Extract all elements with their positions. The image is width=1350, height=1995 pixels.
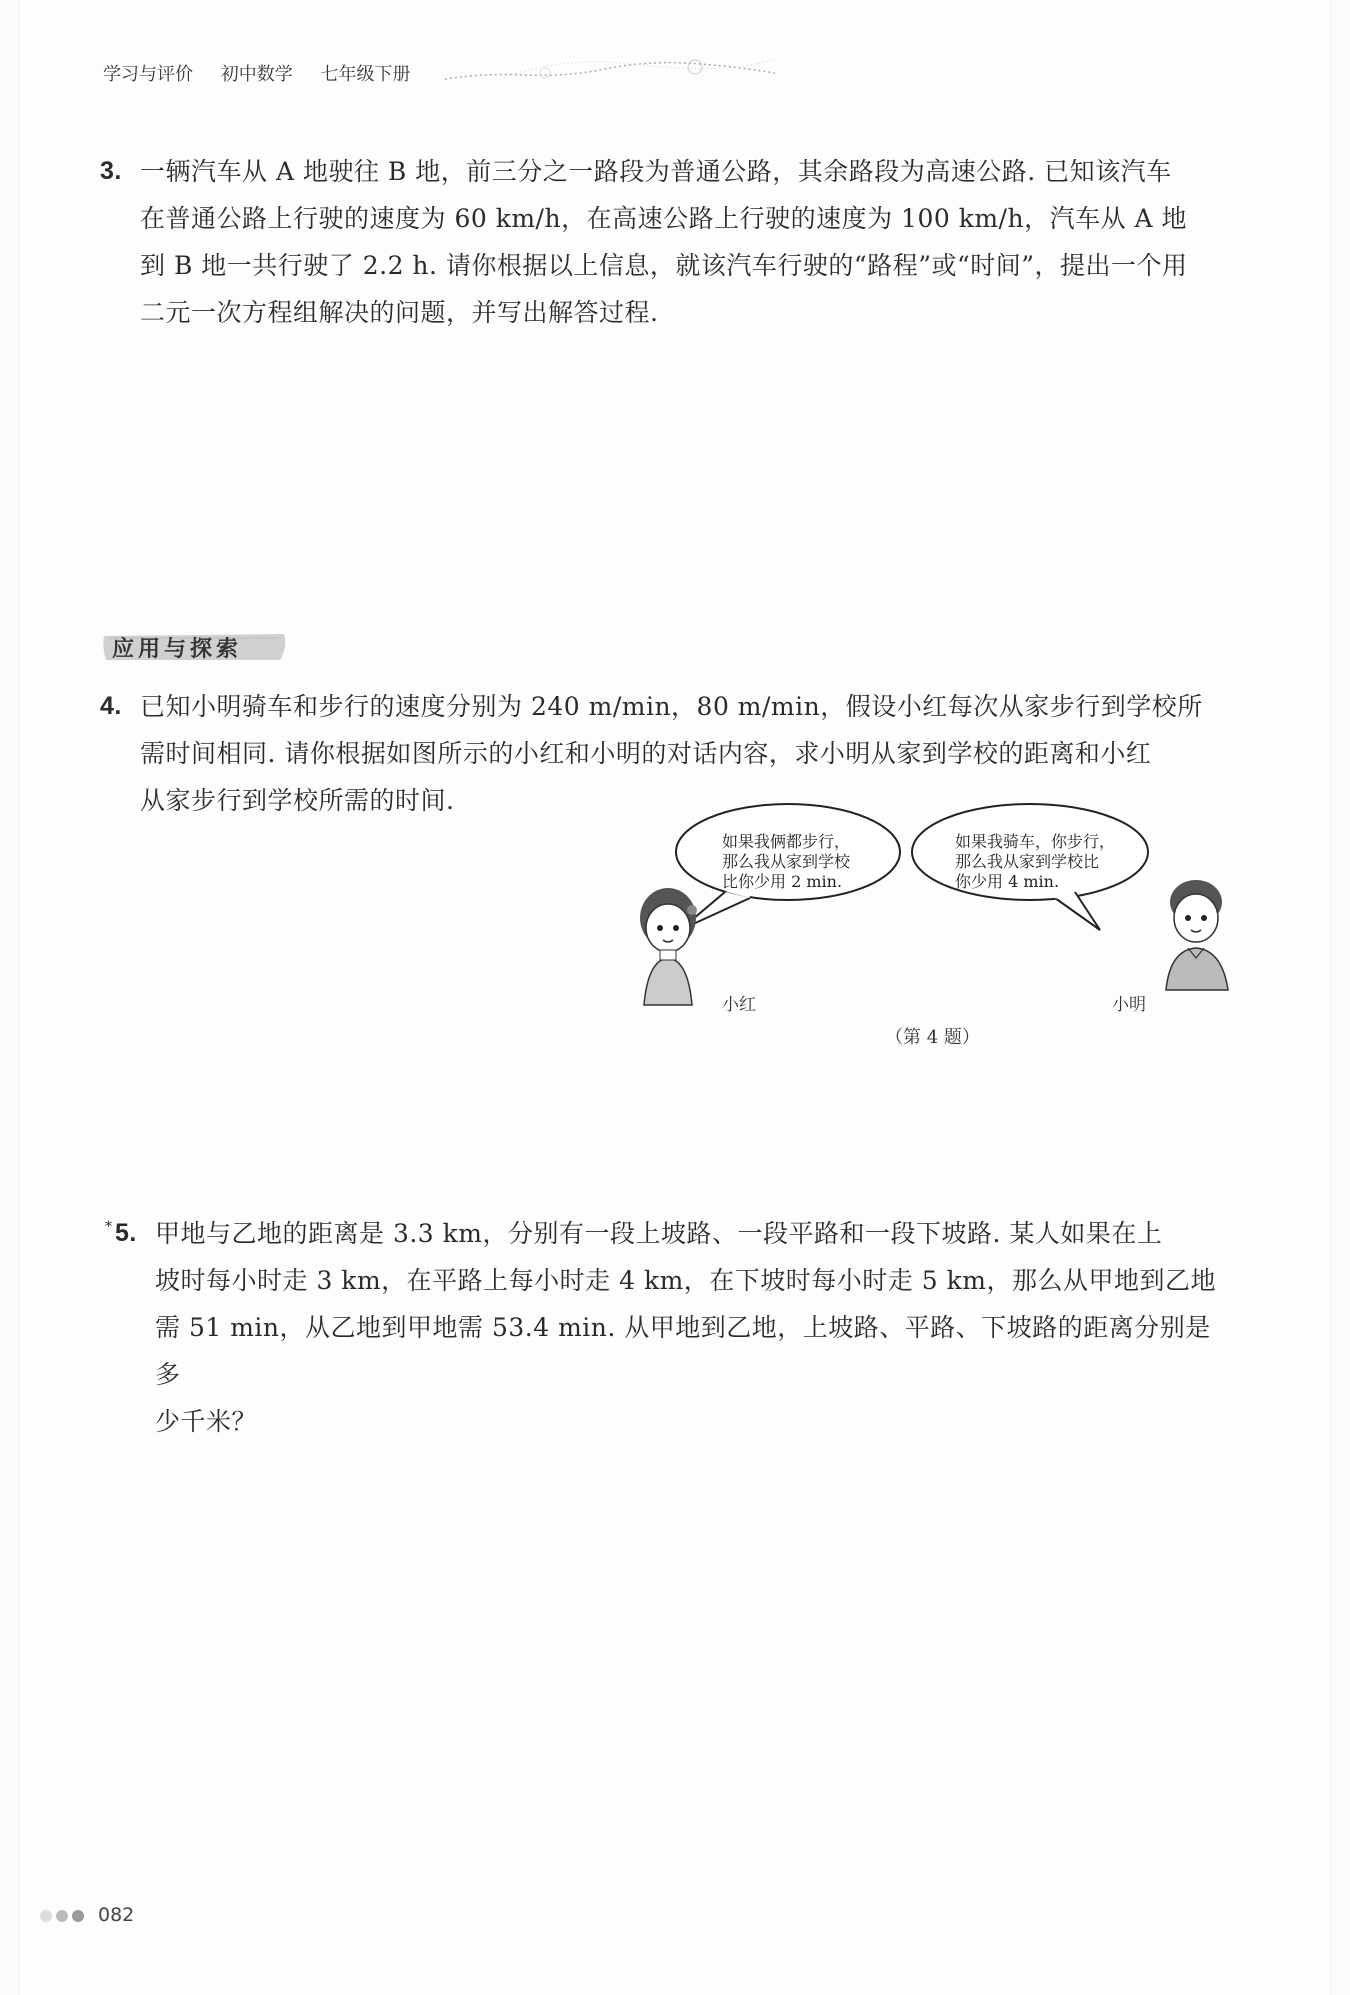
text-line: 在普通公路上行驶的速度为 60 km/h，在高速公路上行驶的速度为 100 km/h，汽车从 A 地 xyxy=(140,204,1188,233)
bubble-line: 你少用 4 min. xyxy=(955,872,1060,891)
text-line: 少千米？ xyxy=(155,1407,258,1436)
bubble-line: 如果我骑车，你步行， xyxy=(955,832,1116,851)
text-line: 从家步行到学校所需的时间. xyxy=(140,786,455,815)
section-title: 应用与探索 xyxy=(112,637,243,662)
page-number: 082 xyxy=(98,1904,135,1926)
text-line: 到 B 地一共行驶了 2.2 h. 请你根据以上信息，就该汽车行驶的“路程”或“时间”，提出一个用 xyxy=(140,251,1188,280)
bubble-line: 比你少用 2 min. xyxy=(722,872,843,891)
header-subject: 初中数学 xyxy=(220,64,293,85)
bubble-line: 那么我从家到学校比 xyxy=(955,852,1100,871)
question-text-cont xyxy=(100,195,1235,336)
name-xiaoming: 小明 xyxy=(1112,995,1146,1015)
bubble-line: 那么我从家到学校 xyxy=(722,852,851,871)
text-line: 需 51 min，从乙地到甲地需 53.4 min. 从甲地到乙地，上坡路、平路、下坡路的距离分别是多 xyxy=(155,1313,1211,1389)
bubble-left-text xyxy=(722,832,850,892)
text-line: 已知小明骑车和步行的速度分别为 240 m/min，80 m/min，假设小红每次从家步行到学校所 xyxy=(140,692,1203,721)
question-5 xyxy=(105,1210,1235,1445)
question-text xyxy=(110,1210,1235,1445)
text-line: 二元一次方程组解决的问题，并写出解答过程. xyxy=(140,298,659,327)
question-3 xyxy=(100,148,1235,336)
question-number: 4. xyxy=(100,692,122,720)
header-book-title: 学习与评价 xyxy=(103,64,193,85)
header-decoration xyxy=(445,55,775,85)
text-line: 一辆汽车从 A 地驶往 B 地，前三分之一路段为普通公路，其余路段为高速公路. 已知该汽车 xyxy=(140,157,1172,186)
boy-xiaoming-illustration xyxy=(1166,880,1228,990)
bubble-line: 如果我俩都步行， xyxy=(722,832,851,851)
question-number: 3. xyxy=(100,157,122,185)
figure-caption: （第 4 题） xyxy=(885,1027,980,1048)
header-grade: 七年级下册 xyxy=(320,64,411,85)
running-header xyxy=(103,60,432,90)
girl-xiaohong-illustration xyxy=(640,888,697,1005)
bubble-right-text xyxy=(955,832,1115,892)
question-number: 5. xyxy=(115,1219,137,1247)
name-xiaohong: 小红 xyxy=(722,995,756,1015)
question-text xyxy=(100,148,1235,195)
text-line: 需时间相同. 请你根据如图所示的小红和小明的对话内容，求小明从家到学校的距离和小红 xyxy=(140,739,1152,768)
page-dots-decoration xyxy=(38,1908,98,1924)
text-line: 坡时每小时走 3 km，在平路上每小时走 4 km，在下坡时每小时走 5 km，那么从甲地到乙地 xyxy=(155,1266,1216,1295)
text-line: 甲地与乙地的距离是 3.3 km，分别有一段上坡路、一段平路和一段下坡路. 某人如果在上 xyxy=(155,1219,1163,1248)
optional-marker: * xyxy=(105,1219,113,1235)
